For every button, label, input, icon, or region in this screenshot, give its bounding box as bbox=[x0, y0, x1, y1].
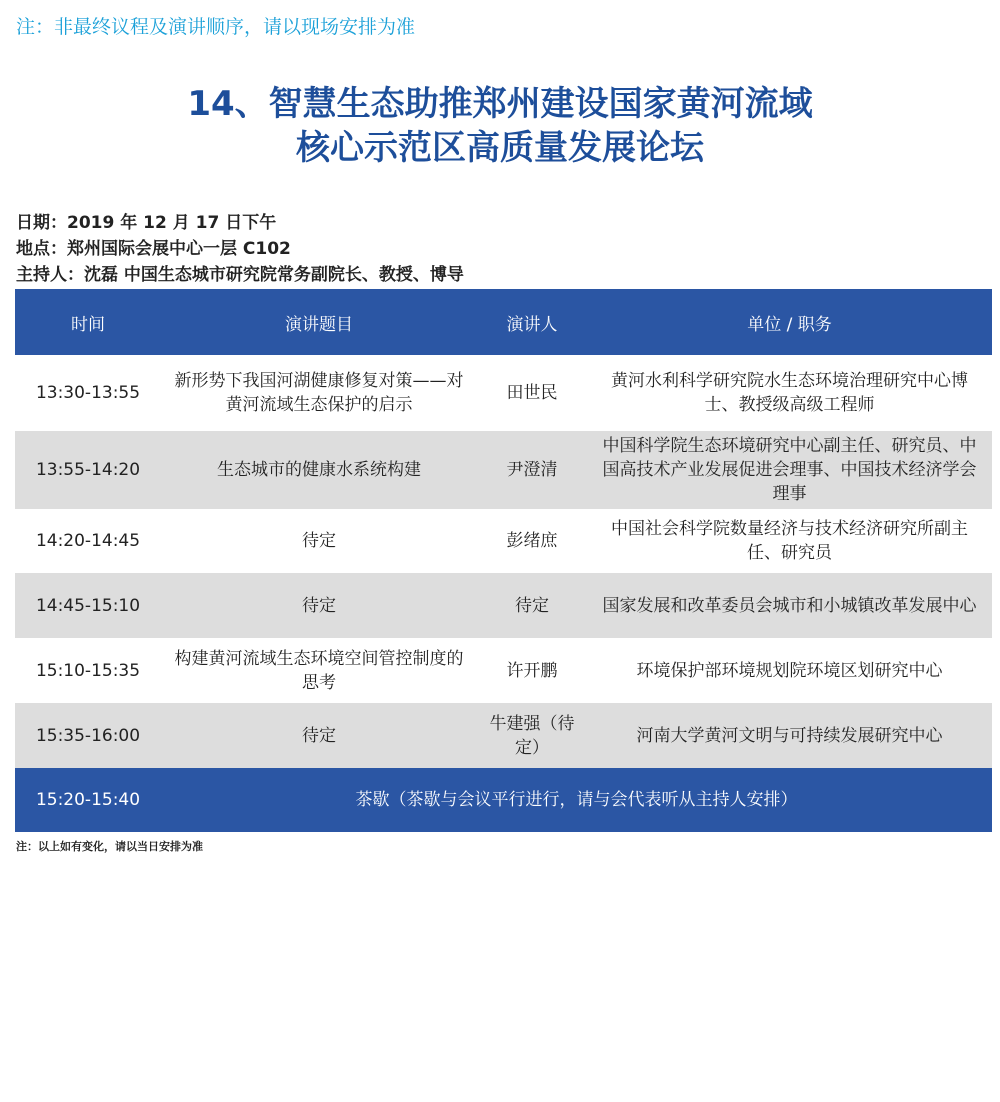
cell-unit: 河南大学黄河文明与可持续发展研究中心 bbox=[587, 703, 992, 768]
event-meta bbox=[16, 210, 464, 288]
cell-speaker: 彭绪庶 bbox=[477, 509, 587, 573]
cell-topic: 构建黄河流域生态环境空间管控制度的思考 bbox=[161, 638, 477, 703]
cell-topic: 待定 bbox=[161, 573, 477, 638]
header-speaker: 演讲人 bbox=[477, 289, 587, 355]
table-row bbox=[15, 573, 992, 638]
tea-break-row bbox=[15, 768, 992, 832]
table-row bbox=[15, 431, 992, 509]
cell-time: 13:30-13:55 bbox=[15, 355, 161, 431]
title-line-2: 核心示范区高质量发展论坛 bbox=[296, 128, 704, 168]
cell-time: 15:10-15:35 bbox=[15, 638, 161, 703]
table-row bbox=[15, 355, 992, 431]
header-topic: 演讲题目 bbox=[161, 289, 477, 355]
venue-label: 地点： bbox=[16, 239, 67, 259]
host-label: 主持人： bbox=[16, 265, 84, 285]
break-time: 15:20-15:40 bbox=[15, 768, 161, 832]
venue-value: 郑州国际会展中心一层 C102 bbox=[67, 239, 291, 259]
cell-speaker: 待定 bbox=[477, 573, 587, 638]
cell-unit: 中国社会科学院数量经济与技术经济研究所副主任、研究员 bbox=[587, 509, 992, 573]
cell-time: 13:55-14:20 bbox=[15, 431, 161, 509]
cell-unit: 中国科学院生态环境研究中心副主任、研究员、中国高技术产业发展促进会理事、中国技术经济学会理事 bbox=[587, 431, 992, 509]
table-header-row bbox=[15, 289, 992, 355]
date-row bbox=[16, 210, 464, 236]
cell-speaker: 许开鹏 bbox=[477, 638, 587, 703]
date-value: 2019 年 12 月 17 日下午 bbox=[67, 213, 277, 233]
page-title bbox=[0, 82, 1000, 170]
cell-time: 14:20-14:45 bbox=[15, 509, 161, 573]
table-row bbox=[15, 638, 992, 703]
break-text: 茶歇（茶歇与会议平行进行，请与会代表听从主持人安排） bbox=[161, 768, 992, 832]
cell-topic: 新形势下我国河湖健康修复对策——对黄河流域生态保护的启示 bbox=[161, 355, 477, 431]
date-label: 日期： bbox=[16, 213, 67, 233]
cell-topic: 待定 bbox=[161, 703, 477, 768]
bottom-note: 注：以上如有变化，请以当日安排为准 bbox=[16, 840, 203, 853]
cell-time: 15:35-16:00 bbox=[15, 703, 161, 768]
cell-speaker: 尹澄清 bbox=[477, 431, 587, 509]
cell-unit: 环境保护部环境规划院环境区划研究中心 bbox=[587, 638, 992, 703]
host-row bbox=[16, 262, 464, 288]
title-line-1: 14、智慧生态助推郑州建设国家黄河流域 bbox=[187, 84, 813, 124]
header-time: 时间 bbox=[15, 289, 161, 355]
cell-topic: 待定 bbox=[161, 509, 477, 573]
cell-speaker: 牛建强（待定） bbox=[477, 703, 587, 768]
schedule-table bbox=[15, 289, 992, 832]
cell-unit: 黄河水利科学研究院水生态环境治理研究中心博士、教授级高级工程师 bbox=[587, 355, 992, 431]
cell-topic: 生态城市的健康水系统构建 bbox=[161, 431, 477, 509]
cell-speaker: 田世民 bbox=[477, 355, 587, 431]
cell-unit: 国家发展和改革委员会城市和小城镇改革发展中心 bbox=[587, 573, 992, 638]
cell-time: 14:45-15:10 bbox=[15, 573, 161, 638]
host-value: 沈磊 中国生态城市研究院常务副院长、教授、博导 bbox=[84, 265, 464, 285]
venue-row bbox=[16, 236, 464, 262]
top-note: 注：非最终议程及演讲顺序，请以现场安排为准 bbox=[16, 16, 416, 38]
table-row bbox=[15, 509, 992, 573]
header-unit: 单位 / 职务 bbox=[587, 289, 992, 355]
table-row bbox=[15, 703, 992, 768]
